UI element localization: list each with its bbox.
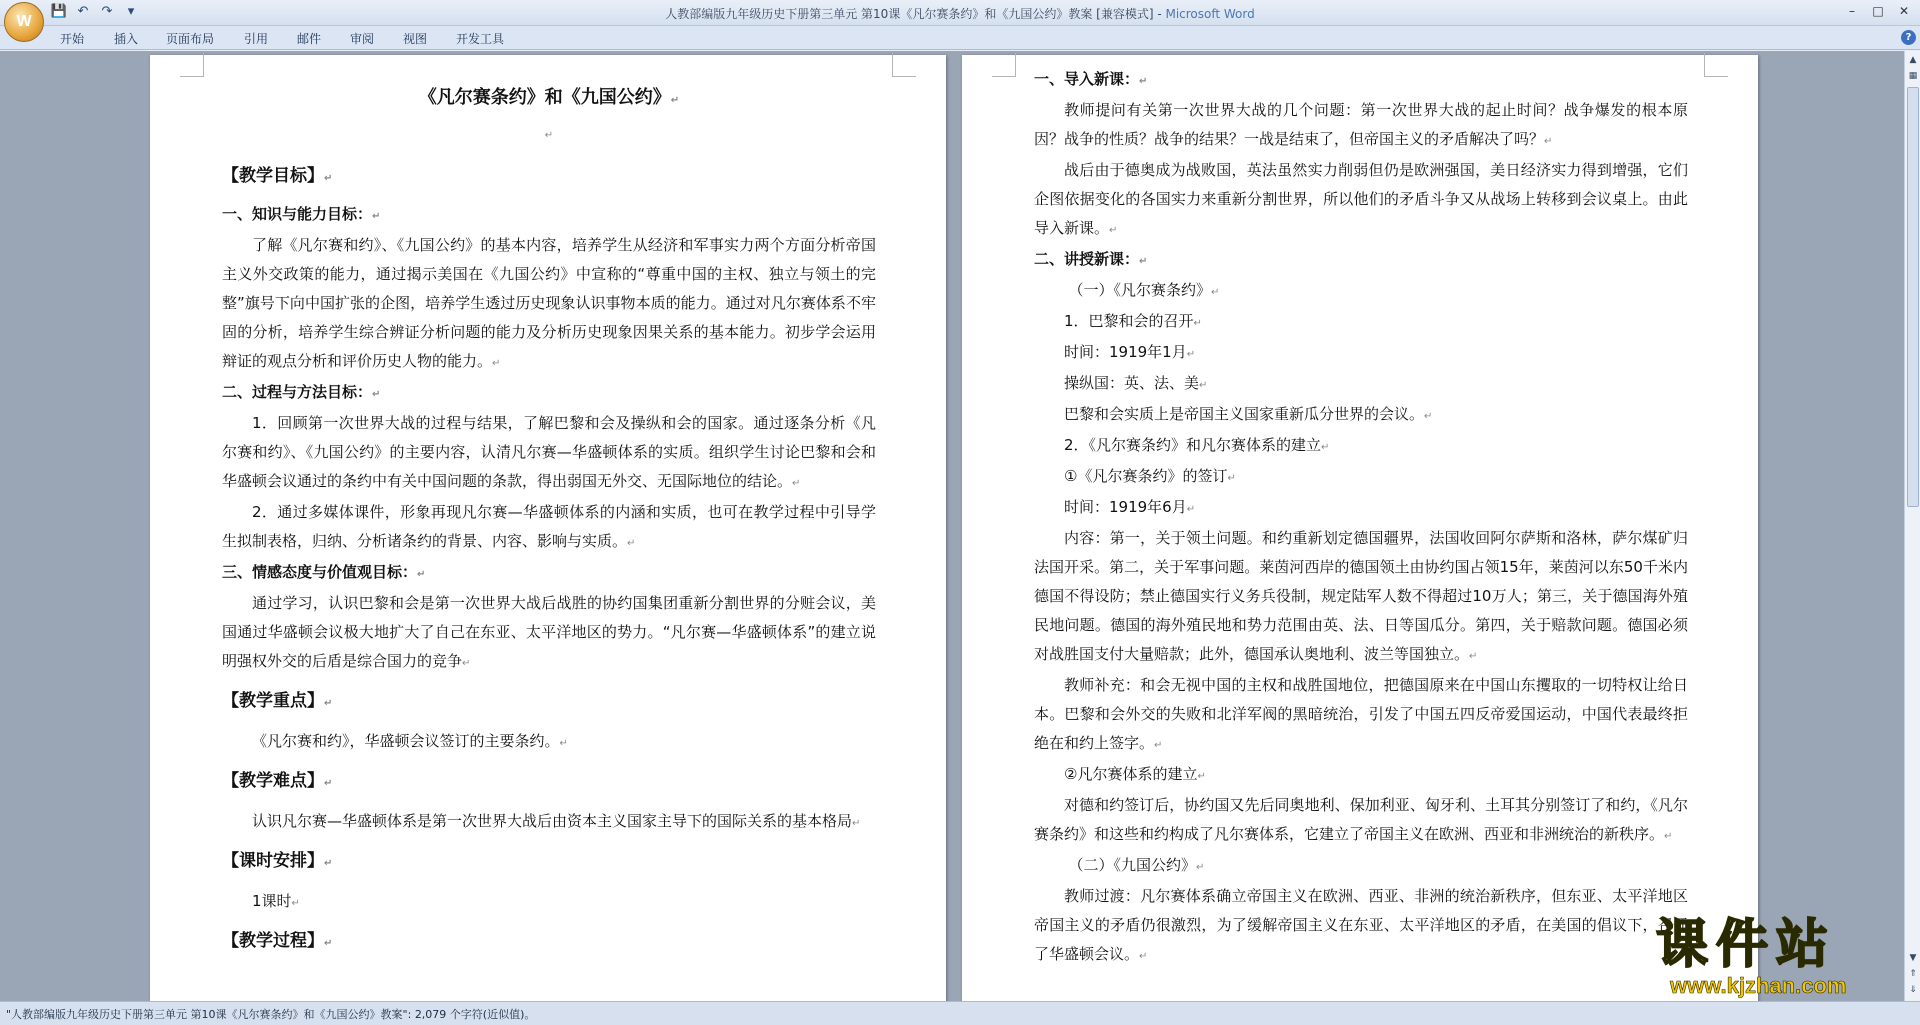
paragraph-intro-1: 教师提问有关第一次世界大战的几个问题：第一次世界大战的起止时间？战争爆发的根本原因？战争的性质？战争的结果？一战是结束了，但帝国主义的矛盾解决了吗？↵ [1034,101,1688,148]
minimize-icon[interactable]: – [1849,4,1855,18]
document-area [0,51,1904,1001]
page-left [150,55,946,1001]
paragraph-intro-2: 战后由于德奥成为战败国，英法虽然实力削弱但仍是欧洲强国，美日经济实力得到增强，它们企图依据变化的各国实力来重新分割世界，所以他们的矛盾斗争又从战场上转移到会议桌上。由此导入新课。↵ [1034,161,1688,237]
previous-page-icon[interactable]: ⇑ [1909,969,1917,979]
paragraph-knowledge: 了解《凡尔赛和约》、《九国公约》的基本内容，培养学生从经济和军事实力两个方面分析帝国主义外交政策的能力，通过揭示美国在《九国公约》中宣称的“尊重中国的主权、独立与领土的完整”旗号下向中国扩张的企图，培养学生透过历史现象认识事物本质的能力。通过对凡尔赛体系不牢固的分析，培养学生综合辨证分析问题的能力及分析历史现象因果关系的基本能力。初步学会运用辩证的观点分析和评价历史人物的能力。↵ [222,236,876,370]
redo-icon[interactable]: ↷ [101,4,113,19]
next-page-icon[interactable]: ⇓ [1909,985,1917,995]
watermark-logo [1656,916,1906,1000]
crop-mark [892,53,916,77]
office-logo-icon: W [16,13,32,30]
heading-emotion: 三、情感态度与价值观目标：↵ [222,563,426,581]
customize-icon[interactable]: ▾ [127,4,135,19]
item-time-1: 时间：1919年1月↵ [1064,343,1196,361]
save-icon[interactable]: 💾 [50,4,68,19]
paragraph-key: 《凡尔赛和约》，华盛顿会议签订的主要条约。↵ [252,732,568,750]
window-title [0,5,1920,22]
watermark-text: 课件站 [1656,915,1837,975]
item-time-2: 时间：1919年6月↵ [1064,498,1196,516]
page-right-content[interactable] [1034,65,1688,971]
watermark-url: www.kjzhan.com [1670,973,1847,998]
help-icon[interactable]: ? [1901,30,1916,45]
tab-view[interactable]: 视图 [403,32,428,46]
crop-mark [992,53,1016,77]
tab-home[interactable]: 开始 [60,32,85,46]
section-heading-goals: 【教学目标】↵ [222,166,333,186]
maximize-icon[interactable]: □ [1872,4,1884,18]
undo-icon[interactable]: ↶ [77,4,89,19]
title-bar [0,0,1920,26]
scroll-up-icon[interactable]: ▲ [1909,55,1917,65]
crop-mark [1704,53,1728,77]
heading-process: 二、过程与方法目标：↵ [222,383,381,401]
tab-developer[interactable]: 开发工具 [456,32,505,46]
scroll-down-icon[interactable]: ▼ [1909,953,1917,963]
paragraph-hours: 1课时↵ [252,892,300,910]
heading-intro: 一、导入新课：↵ [1034,70,1148,88]
scrollbar-thumb[interactable] [1907,87,1919,507]
paragraph-system: 对德和约签订后，协约国又先后同奥地利、保加利亚、匈牙利、土耳其分别签订了和约，《凡尔赛条约》和这些和约构成了凡尔赛体系，它建立了帝国主义在欧洲、西亚和非洲统治的新秩序。↵ [1034,796,1688,843]
crop-mark [180,53,204,77]
empty-paragraph: ↵ [544,130,554,141]
paragraph-process-2: 2．通过多媒体课件，形象再现凡尔赛—华盛顿体系的内涵和实质，也可在教学过程中引导学生拟制表格，归纳、分析诸条约的背景、内容、影响与实质。↵ [222,503,876,550]
tab-insert[interactable]: 插入 [114,32,139,46]
section-heading-key: 【教学重点】↵ [222,691,333,711]
section-heading-difficulty: 【教学难点】↵ [222,771,333,791]
page-right [962,55,1758,1001]
window-title-doc: 人教部编版九年级历史下册第三单元 第10课《凡尔赛条约》和《九国公约》教案 [兼容模式] - [665,7,1166,21]
tab-review[interactable]: 审阅 [350,32,375,46]
tab-mailings[interactable]: 邮件 [297,32,322,46]
paragraph-supplement: 教师补充：和会无视中国的主权和战胜国地位，把德国原来在中国山东攫取的一切特权让给日本。巴黎和会外交的失败和北洋军阀的黑暗统治，引发了中国五四反帝爱国运动，中国代表最终拒绝在和约上签字。↵ [1034,676,1688,752]
page-left-content[interactable] [222,73,876,965]
paragraph-process-1: 1．回顾第一次世界大战的过程与结果，了解巴黎和会及操纵和会的国家。通过逐条分析《凡尔赛和约》、《九国公约》的主要内容，认清凡尔赛—华盛顿体系的实质。组织学生讨论巴黎和会和华盛顿会议通过的条约中有关中国问题的条款，得出弱国无外交、无国际地位的结论。↵ [222,414,876,490]
status-bar [0,1001,1920,1025]
item-essence: 巴黎和会实质上是帝国主义国家重新瓜分世界的会议。↵ [1064,405,1433,423]
paragraph-content: 内容：第一，关于领土问题。和约重新划定德国疆界，法国收回阿尔萨斯和洛林，萨尔煤矿归法国开采。第二，关于军事问题。莱茵河西岸的德国领土由协约国占领15年，莱茵河以东50千米内德国不得设防；禁止德国实行义务兵役制，规定陆军人数不得超过10万人；第三，关于德国海外殖民地问题。德国的海外殖民地和势力范围由英、法、日等国瓜分。第四，关于赔款问题。德国必须对战胜国支付大量赔款；此外，德国承认奥地利、波兰等国独立。↵ [1034,529,1688,663]
paragraph-difficulty: 认识凡尔赛—华盛顿体系是第一次世界大战后由资本主义国家主导下的国际关系的基本格局↵ [252,812,861,830]
heading-new-lesson: 二、讲授新课：↵ [1034,250,1148,268]
subheading-nine-power: （二）《九国公约》↵ [1068,856,1205,874]
heading-knowledge: 一、知识与能力目标：↵ [222,205,381,223]
section-heading-process: 【教学过程】↵ [222,931,333,951]
ruler-toggle-icon[interactable]: ▦ [1908,71,1918,81]
subheading-versailles: （一）《凡尔赛条约》↵ [1068,281,1220,299]
office-button[interactable] [4,2,44,42]
window-controls [1840,2,1916,20]
item-versailles-system: 2．《凡尔赛条约》和凡尔赛体系的建立↵ [1064,436,1330,454]
paragraph-transition: 教师过渡：凡尔赛体系确立帝国主义在欧洲、西亚、非洲的统治新秩序，但东亚、太平洋地区帝国主义的矛盾仍很激烈，为了缓解帝国主义在东亚、太平洋地区的矛盾，在美国的倡议下，召开了华盛顿会议。↵ [1034,887,1688,963]
section-heading-hours: 【课时安排】↵ [222,851,333,871]
paragraph-emotion: 通过学习，认识巴黎和会是第一次世界大战后战胜的协约国集团重新分割世界的分赃会议，美国通过华盛顿会议极大地扩大了自己在东亚、太平洋地区的势力。“凡尔赛—华盛顿体系”的建立说明强权外交的后盾是综合国力的竞争↵ [222,594,876,670]
status-text: "人教部编版九年级历史下册第三单元 第10课《凡尔赛条约》和《九国公约》教案": 2,079 个字符(近似值)。 [6,1008,536,1021]
item-treaty-signing: ①《凡尔赛条约》的签订↵ [1064,467,1236,485]
tab-page-layout[interactable]: 页面布局 [166,32,215,46]
window-title-app: Microsoft Word [1165,7,1255,21]
document-title: 《凡尔赛条约》和《九国公约》↵ [418,87,680,108]
item-paris-conference: 1．巴黎和会的召开↵ [1064,312,1202,330]
ribbon-tabs [0,26,1920,50]
item-controllers: 操纵国：英、法、美↵ [1064,374,1208,392]
tab-references[interactable]: 引用 [244,32,269,46]
vertical-scrollbar[interactable] [1904,51,1920,1001]
close-icon[interactable]: ✕ [1898,4,1910,18]
item-system-establish: ②凡尔赛体系的建立↵ [1064,765,1206,783]
